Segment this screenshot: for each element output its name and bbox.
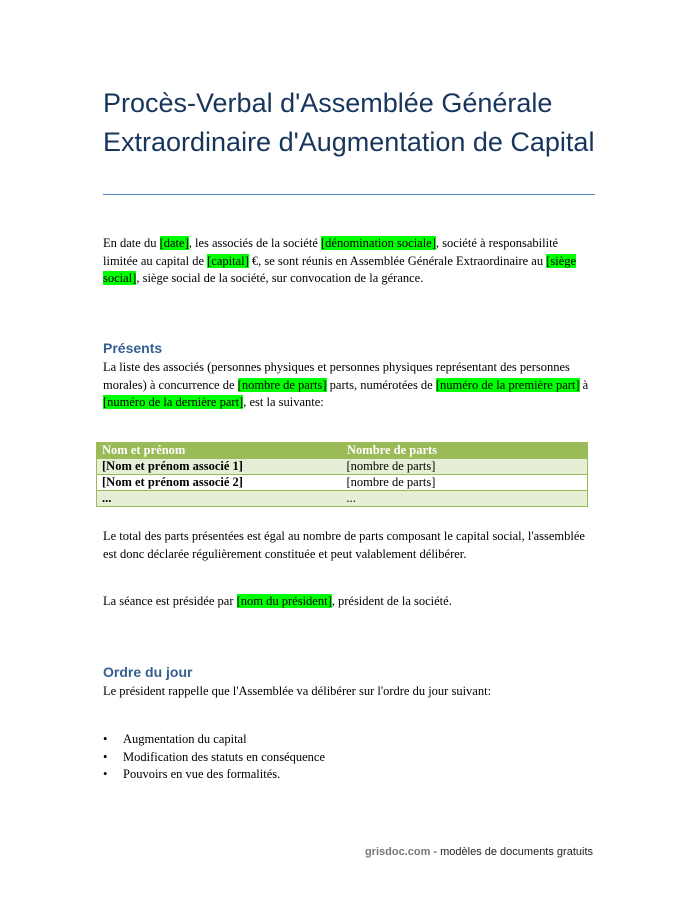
bullet-icon: • <box>103 767 108 781</box>
table-row <box>97 491 588 507</box>
list-item <box>103 749 583 767</box>
intro-text-3: , société à responsabilité limitée au capital de <box>103 236 559 268</box>
presents-paragraph <box>103 359 593 412</box>
presents-text-1: La liste des associés (personnes physiques et personnes physiques représentant des personnes morales) à concurrence de <box>103 360 570 392</box>
cell-associate-name: [Nom et prénom associé 1] <box>97 459 342 475</box>
heading-presents: Présents <box>103 340 163 356</box>
heading-ordre-du-jour: Ordre du jour <box>103 664 193 680</box>
table-header-row <box>97 443 588 459</box>
intro-text-1: En date du <box>103 236 160 250</box>
table-row <box>97 459 588 475</box>
agenda-item-text: Augmentation du capital <box>123 732 247 746</box>
column-header-parts: Nombre de parts <box>342 443 588 459</box>
table-row <box>97 475 588 491</box>
associates-table <box>96 442 588 507</box>
cell-associate-parts: [nombre de parts] <box>342 459 588 475</box>
intro-text-4: €, se sont réunis en Assemblée Générale Extraordinaire au <box>248 253 547 268</box>
seance-paragraph <box>103 593 593 611</box>
agenda-item-text: Pouvoirs en vue des formalités. <box>123 767 281 781</box>
placeholder-capital: [capital] <box>207 253 249 268</box>
total-paragraph: Le total des parts présentées est égal au nombre de parts composant le capital social, l'assemblée est donc déclarée régulièrement constituée et peut valablement délibérer. <box>103 529 585 561</box>
cell-associate-parts: ... <box>342 491 588 507</box>
placeholder-denomination: [dénomination sociale] <box>321 236 436 250</box>
column-header-name: Nom et prénom <box>97 443 342 459</box>
title-divider <box>103 194 595 195</box>
intro-text-5: , siège social de la société, sur convocation de la gérance. <box>136 271 424 285</box>
placeholder-derniere-part: [numéro de la dernière part] <box>103 395 244 409</box>
seance-text-1: La séance est présidée par <box>103 594 237 608</box>
placeholder-premiere-part: [numéro de la première part] <box>435 377 580 392</box>
intro-paragraph <box>103 235 593 288</box>
presents-text-2: parts, numérotées de <box>326 377 436 392</box>
presents-text-4: , est la suivante: <box>243 395 324 409</box>
page-footer <box>365 846 593 858</box>
cell-associate-parts: [nombre de parts] <box>342 475 588 491</box>
placeholder-date: [date] <box>159 236 189 250</box>
placeholder-president: [nom du président] <box>236 594 332 608</box>
footer-brand-link[interactable]: grisdoc.com <box>364 846 431 858</box>
list-item <box>103 731 583 749</box>
agenda-list <box>103 731 583 784</box>
footer-tagline: - modèles de documents gratuits <box>430 846 593 858</box>
ordre-intro-paragraph: Le président rappelle que l'Assemblée va délibérer sur l'ordre du jour suivant: <box>103 684 492 698</box>
placeholder-siege: [siège social] <box>103 253 577 285</box>
document-title: Procès-Verbal d'Assemblée Générale Extraordinaire d'Augmentation de Capital <box>103 88 595 157</box>
bullet-icon: • <box>103 749 108 764</box>
placeholder-nombre-parts: [nombre de parts] <box>237 377 327 392</box>
list-item <box>103 766 583 784</box>
agenda-item-text: Modification des statuts en conséquence <box>123 749 326 764</box>
cell-associate-name: [Nom et prénom associé 2] <box>97 475 342 491</box>
intro-text-2: , les associés de la société <box>188 236 321 250</box>
bullet-icon: • <box>103 732 108 746</box>
presents-text-3: à <box>579 377 589 392</box>
cell-associate-name: ... <box>97 491 342 507</box>
seance-text-2: , président de la société. <box>331 594 452 608</box>
